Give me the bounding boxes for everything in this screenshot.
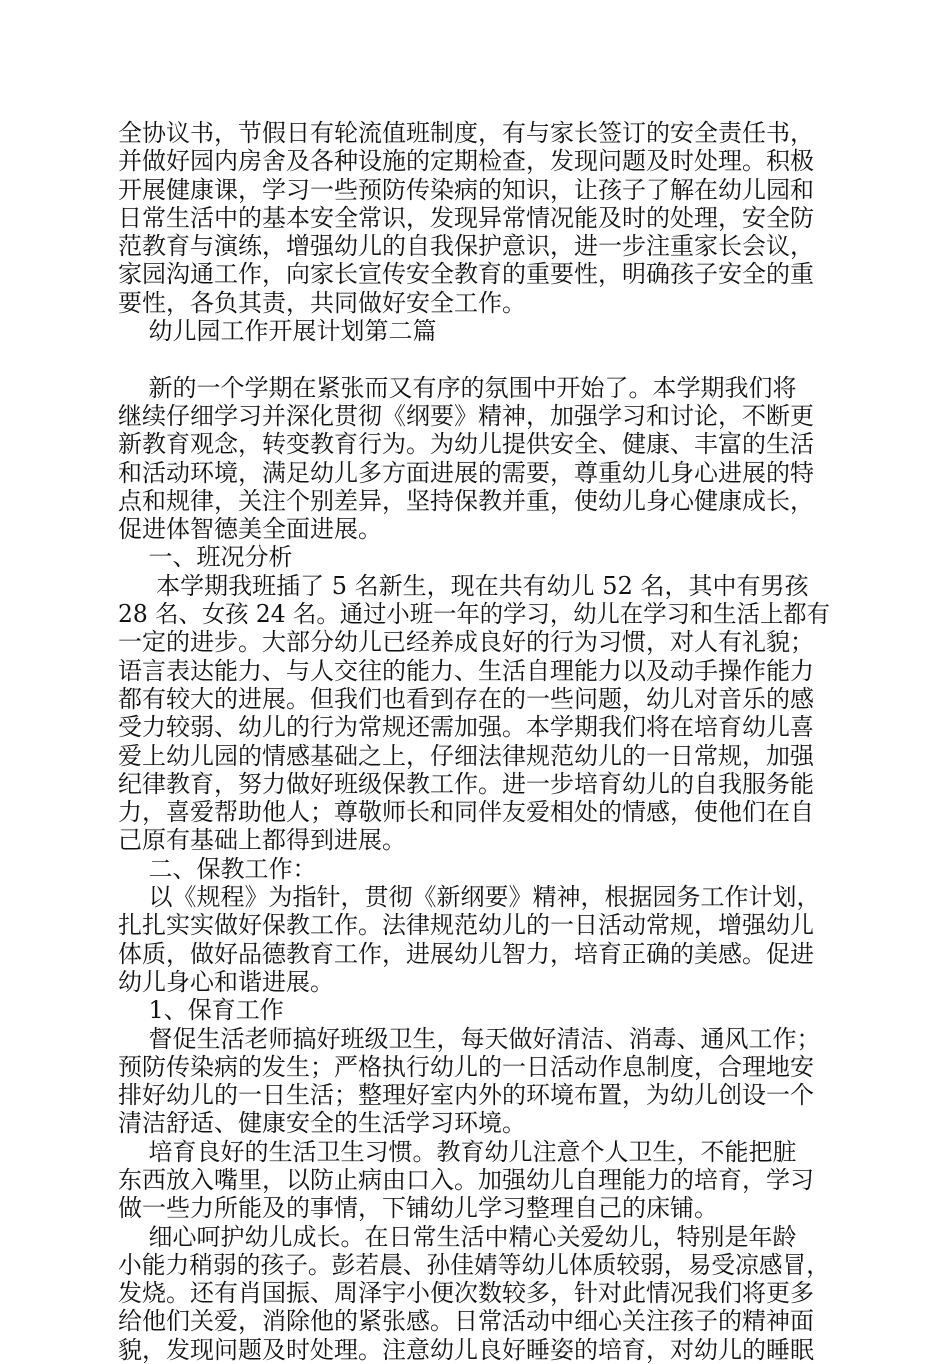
- text-line: 东西放入嘴里，以防止病由口入。加强幼儿自理能力的培育，学习: [118, 1165, 814, 1194]
- text-line: 家园沟通工作，向家长宣传安全教育的重要性，明确孩子安全的重: [118, 260, 814, 289]
- text-line: 开展健康课，学习一些预防传染病的知识，让孩子了解在幼儿园和: [118, 175, 814, 204]
- text-line: 培育良好的生活卫生习惯。教育幼儿注意个人卫生，不能把脏: [118, 1137, 797, 1166]
- text-line: 督促生活老师搞好班级卫生，每天做好清洁、消毒、通风工作；: [118, 1024, 821, 1053]
- text-line: 给他们关爱，消除他的紧张感。日常活动中细心关注孩子的精神面: [118, 1307, 814, 1336]
- text-line: 日常生活中的基本安全常识，发现异常情况能及时的处理，安全防: [118, 203, 814, 232]
- text-line: 本学期我班插了 5 名新生，现在共有幼儿 52 名，其中有男孩: [118, 571, 809, 600]
- text-line: 受力较弱、幼儿的行为常规还需加强。本学期我们将在培育幼儿喜: [118, 713, 814, 742]
- text-line: 新的一个学期在紧张而又有序的氛围中开始了。本学期我们将: [118, 373, 797, 402]
- text-line: 28 名、女孩 24 名。通过小班一年的学习，幼儿在学习和生活上都有: [118, 600, 830, 629]
- text-line: 做一些力所能及的事情，下铺幼儿学习整理自己的床铺。: [118, 1194, 718, 1223]
- text-line: 点和规律，关注个别差异，坚持保教并重，使幼儿身心健康成长，: [118, 486, 814, 515]
- text-line: 1、保育工作: [118, 996, 284, 1025]
- text-line: 以《规程》为指针，贯彻《新纲要》精神，根据园务工作计划，: [118, 883, 821, 912]
- text-line: 体质，做好品德教育工作，进展幼儿智力，培育正确的美感。促进: [118, 939, 814, 968]
- text-line: 清洁舒适、健康安全的生活学习环境。: [118, 1109, 526, 1138]
- text-line: 范教育与演练，增强幼儿的自我保护意识，进一步注重家长会议，: [118, 232, 814, 261]
- blank-line: [118, 345, 830, 373]
- text-line: 一定的进步。大部分幼儿已经养成良好的行为习惯，对人有礼貌；: [118, 628, 814, 657]
- text-line: 和活动环境，满足幼儿多方面进展的需要，尊重幼儿身心进展的特: [118, 458, 814, 487]
- text-line: 二、保教工作：: [118, 854, 317, 883]
- text-line: 并做好园内房舍及各种设施的定期检查，发现问题及时处理。积极: [118, 147, 814, 176]
- text-line: 要性，各负其责，共同做好安全工作。: [118, 288, 526, 317]
- text-line: 语言表达能力、与人交往的能力、生活自理能力以及动手操作能力: [118, 656, 814, 685]
- text-line: 己原有基础上都得到进展。: [118, 826, 406, 855]
- text-line: 纪律教育，努力做好班级保教工作。进一步培育幼儿的自我服务能: [118, 769, 814, 798]
- text-line: 幼儿身心和谐进展。: [118, 967, 334, 996]
- text-line: 排好幼儿的一日生活；整理好室内外的环境布置，为幼儿创设一个: [118, 1081, 814, 1110]
- text-line: 扎扎实实做好保教工作。法律规范幼儿的一日活动常规，增强幼儿: [118, 911, 814, 940]
- text-line: 力，喜爱帮助他人；尊敬师长和同伴友爱相处的情感，使他们在自: [118, 798, 814, 827]
- text-line: 爱上幼儿园的情感基础之上，仔细法律规范幼儿的一日常规，加强: [118, 741, 814, 770]
- text-line: 继续仔细学习并深化贯彻《纲要》精神，加强学习和讨论，不断更: [118, 401, 814, 430]
- text-line: 促进体智德美全面进展。: [118, 515, 382, 544]
- text-line: 貌，发现问题及时处理。注意幼儿良好睡姿的培育，对幼儿的睡眠: [118, 1335, 814, 1364]
- text-line: 一、班况分析: [118, 543, 293, 572]
- text-line: 都有较大的进展。但我们也看到存在的一些问题，幼儿对音乐的感: [118, 684, 814, 713]
- text-line: 细心呵护幼儿成长。在日常生活中精心关爱幼儿，特别是年龄: [118, 1222, 797, 1251]
- text-line: 全协议书，节假日有轮流值班制度，有与家长签订的安全责任书，: [118, 119, 814, 147]
- text-line: 预防传染病的发生；严格执行幼儿的一日活动作息制度，合理地安: [118, 1052, 814, 1081]
- text-line: 幼儿园工作开展计划第二篇: [118, 317, 437, 346]
- text-line: 新教育观念，转变教育行为。为幼儿提供安全、健康、丰富的生活: [118, 430, 814, 459]
- document-body: [118, 119, 830, 1364]
- text-line: 小能力稍弱的孩子。彭若晨、孙佳婧等幼儿体质较弱，易受凉感冒，: [118, 1250, 831, 1279]
- text-line: 发烧。还有肖国振、周泽宇小便次数较多，针对此情况我们将更多: [118, 1279, 814, 1308]
